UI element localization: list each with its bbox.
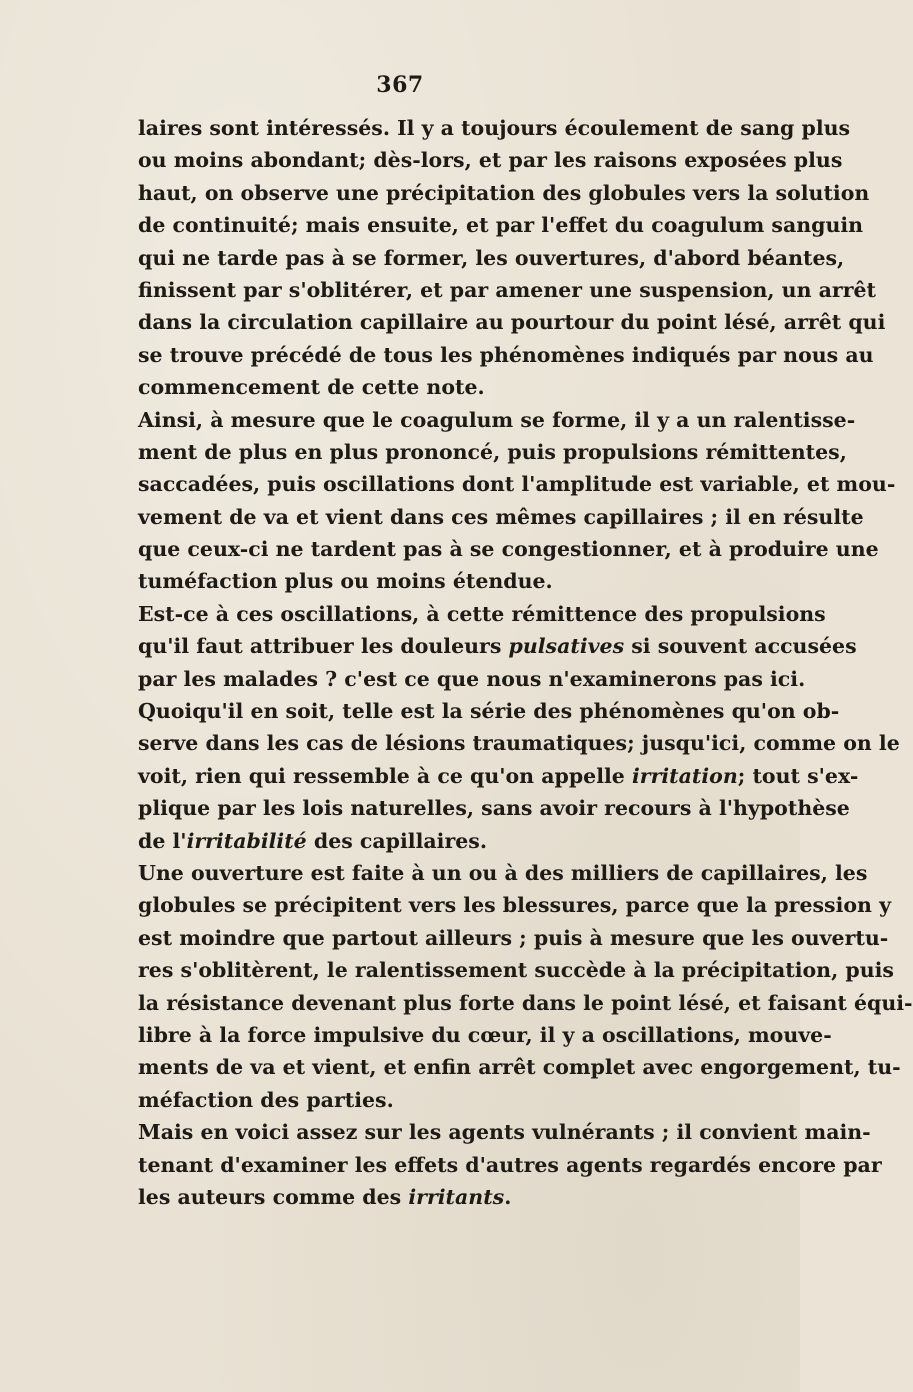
text-line — [138, 727, 900, 759]
text-run: laires sont intéressés. Il y a toujours écoulement de sang plus — [138, 116, 851, 140]
text-run: qui ne tarde pas à se former, les ouvertures, d'abord béantes, — [138, 245, 845, 270]
text-line — [138, 339, 874, 371]
text-run: que ceux-ci ne tardent pas à se congestionner, et à produire une — [138, 537, 879, 562]
text-run: les auteurs comme des — [138, 1184, 409, 1209]
text-line — [138, 663, 806, 695]
text-line — [138, 792, 850, 824]
text-line — [138, 1149, 882, 1181]
text-line — [138, 598, 826, 630]
text-run: tenant d'examiner les effets d'autres agents regardés encore par — [138, 1152, 882, 1177]
text-line — [138, 533, 879, 565]
text-run: finissent par s'oblitérer, et par amener une suspension, un arrêt — [138, 277, 877, 302]
text-line — [138, 306, 886, 338]
text-line — [138, 760, 859, 792]
text-run: méfaction des parties. — [138, 1087, 394, 1112]
text-line — [138, 177, 870, 209]
text-line — [138, 825, 694, 857]
text-line — [138, 954, 894, 986]
text-run: ou moins abondant; dès-lors, et par les raisons exposées plus — [138, 148, 843, 173]
text-line — [138, 630, 857, 662]
text-run: est moindre que partout ailleurs ; puis à mesure que les ouvertu- — [138, 925, 889, 950]
text-line — [138, 922, 889, 954]
text-run: globules se précipitent vers les blessures, parce que la pression y — [138, 893, 891, 918]
italic-term: irritants — [408, 1184, 505, 1209]
italic-term: pulsatives — [508, 634, 625, 659]
text-run: res s'oblitèrent, le ralentissement succède à la précipitation, puis — [138, 958, 894, 983]
italic-term: irritabilité — [186, 828, 307, 853]
text-run: Une ouverture est faite à un ou à des milliers de capillaires, les — [138, 860, 868, 885]
text-run: tuméfaction plus ou moins étendue. — [138, 569, 553, 594]
text-run: Quoiqu'il en soit, telle est la série des phénomènes qu'on ob- — [138, 699, 840, 724]
text-run: vement de va et vient dans ces mêmes capillaires ; il en résulte — [138, 504, 864, 529]
text-line — [138, 695, 840, 727]
text-run: de l' — [138, 828, 187, 853]
page-number: 367 — [376, 72, 424, 98]
text-line — [138, 112, 851, 144]
text-run: de continuité; mais ensuite, et par l'effet du coagulum sanguin — [138, 213, 864, 238]
text-line — [138, 144, 843, 176]
text-run: serve dans les cas de lésions traumatiques; jusqu'ici, comme on le — [138, 731, 900, 756]
text-line — [138, 501, 864, 533]
text-run: la résistance devenant plus forte dans le point lésé, et faisant équi- — [138, 990, 913, 1015]
body-text — [138, 112, 913, 1213]
text-run: Est-ce à ces oscillations, à cette rémittence des propulsions — [138, 601, 826, 626]
text-line — [138, 209, 864, 241]
text-run: Ainsi, à mesure que le coagulum se forme, il y a un ralentisse- — [138, 407, 856, 432]
text-run: . — [504, 1184, 512, 1209]
text-run: plique par les lois naturelles, sans avoir recours à l'hypothèse — [138, 796, 850, 821]
italic-term: irritation — [631, 763, 738, 788]
text-line — [138, 1181, 694, 1213]
text-line — [138, 1051, 901, 1083]
text-run: ment de plus en plus prononcé, puis propulsions rémittentes, — [138, 439, 847, 464]
text-run: Mais en voici assez sur les agents vulnérants ; il convient main- — [138, 1120, 871, 1145]
text-run: voit, rien qui ressemble à ce qu'on appelle — [138, 763, 632, 788]
text-run: se trouve précédé de tous les phénomènes indiqués par nous au — [138, 342, 874, 367]
text-run: qu'il faut attribuer les douleurs — [138, 634, 509, 659]
text-run: ments de va et vient, et enfin arrêt complet avec engorgement, tu- — [138, 1055, 901, 1080]
text-line — [138, 404, 856, 436]
text-line — [138, 436, 847, 468]
text-run: dans la circulation capillaire au pourtour du point lésé, arrêt qui — [138, 310, 886, 335]
text-line — [138, 1116, 871, 1148]
text-line — [138, 468, 896, 500]
text-run: par les malades ? c'est ce que nous n'examinerons pas ici. — [138, 666, 806, 691]
text-line — [138, 565, 694, 597]
text-line — [138, 889, 891, 921]
text-run: si souvent accusées — [624, 634, 857, 659]
text-run: saccadées, puis oscillations dont l'amplitude est variable, et mou- — [138, 472, 896, 497]
text-run: libre à la force impulsive du cœur, il y a oscillations, mouve- — [138, 1022, 832, 1047]
text-line — [138, 371, 694, 403]
text-run: commencement de cette note. — [138, 375, 485, 400]
text-line — [138, 242, 845, 274]
text-run: des capillaires. — [306, 828, 487, 853]
text-line — [138, 1019, 832, 1051]
text-line — [138, 1084, 694, 1116]
text-line — [138, 857, 868, 889]
text-run: haut, on observe une précipitation des globules vers la solution — [138, 180, 870, 205]
text-run: ; tout s'ex- — [737, 763, 859, 788]
text-line — [138, 987, 913, 1019]
text-line — [138, 274, 877, 306]
